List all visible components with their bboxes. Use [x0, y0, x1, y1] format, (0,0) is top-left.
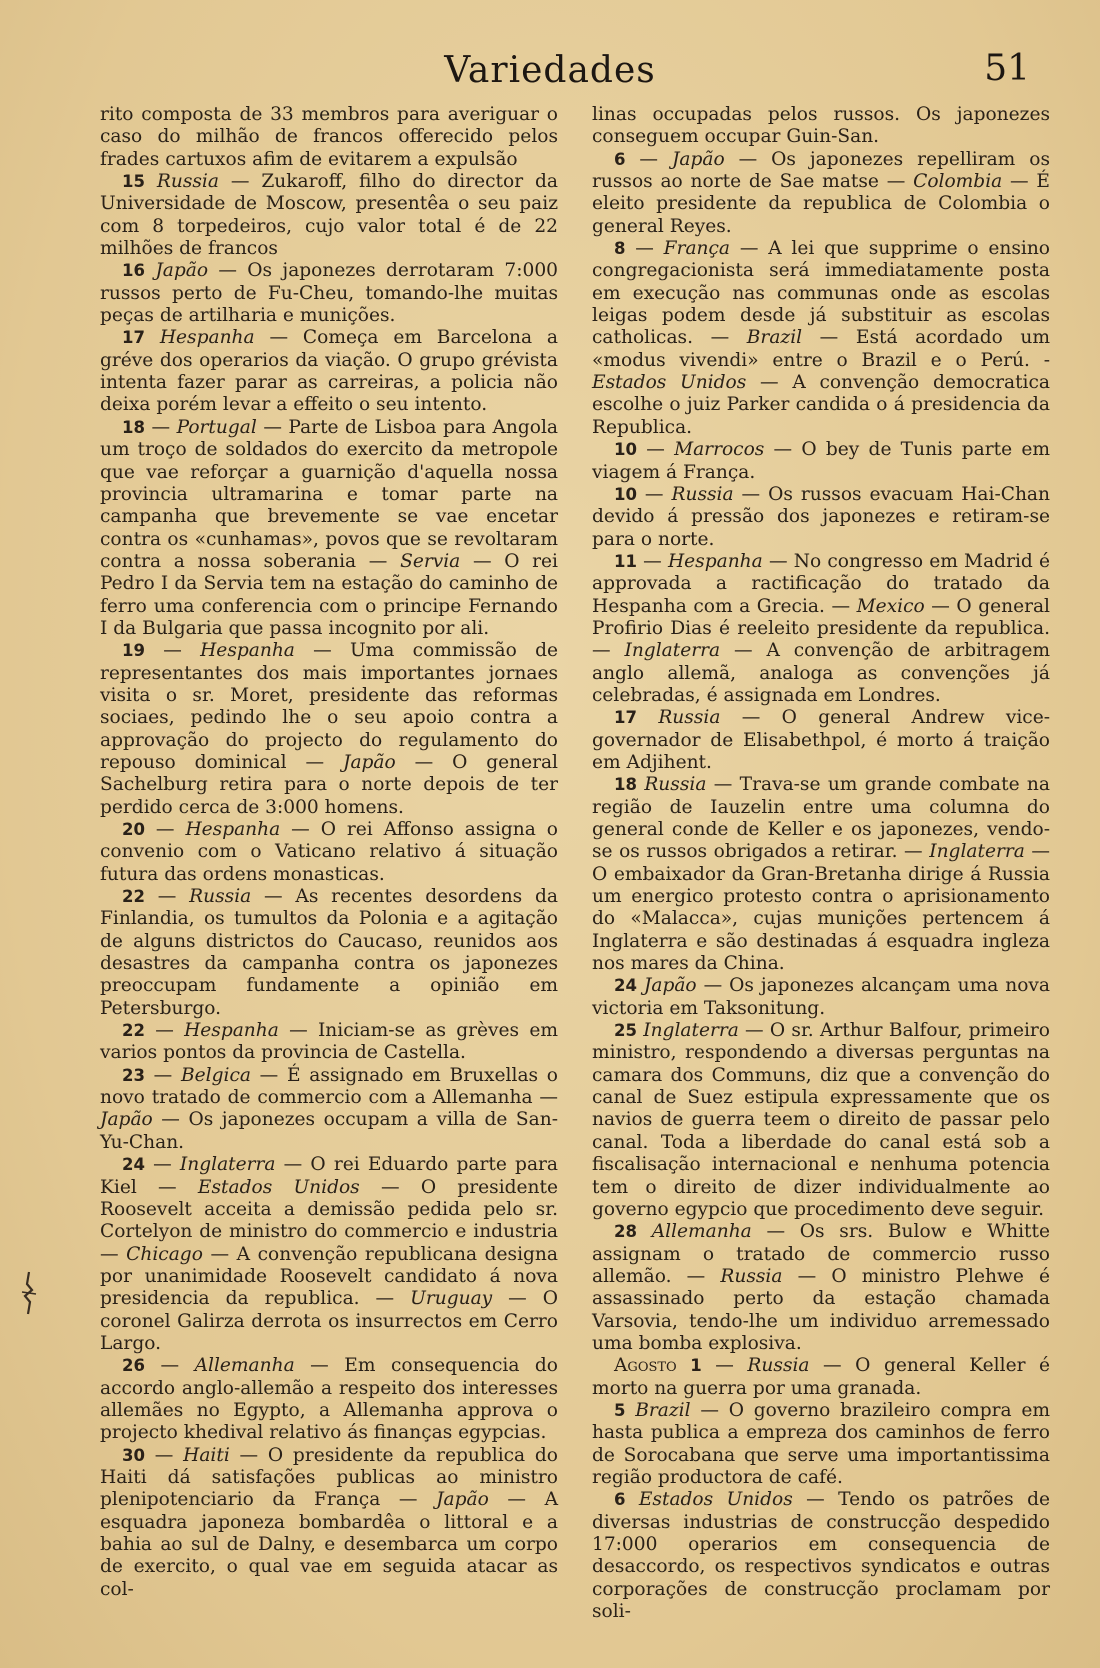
entry-date: 20 — [122, 820, 145, 839]
entry-date: 15 — [122, 172, 145, 192]
entry-text: — Os japonezes alcançam uma nova victoria em Taksonitung. — [592, 975, 1050, 1019]
entry-text — [145, 171, 157, 192]
entry-text: — É eleito presidente da republica de Colombia o general Reyes. — [592, 171, 1050, 237]
chronicle-entry — [100, 1020, 558, 1065]
entry-text: — O presidente Roosevelt acceita a demissão pedida pelo sr. Cortelyon de ministro do commercio e industria — — [100, 1176, 559, 1265]
entry-text: — O governo brazileiro compra em hasta publica a empreza dos caminhos de ferro de Sorocabana que serve uma importantissima região productora de café. — [592, 1399, 1050, 1488]
country-heading: Russia — [671, 483, 734, 505]
chronicle-entry — [100, 1065, 558, 1154]
entry-text — [637, 707, 658, 728]
chronicle-entry — [100, 260, 558, 327]
country-heading: Allemanha — [194, 1355, 295, 1377]
chronicle-entry — [592, 551, 1050, 707]
entry-text: — As recentes desordens da Finlandia, os tumultos da Polonia e a agitação de alguns districtos do Caucaso, reunidos aos desastres da campanha contra os japonezes preoccupam fundamente a opinião em Petersburgo. — [100, 886, 558, 1019]
entry-text: — — [144, 1020, 185, 1042]
entry-date: 6 — [614, 1490, 626, 1510]
entry-text: — Tendo os patrões de diversas industrias de construcção despedido 17:000 operarios em consequencia de desaccordo, os respectivos syndicatos e outras corporações de construcção proclamam por soli- — [592, 1489, 1050, 1623]
entry-text — [625, 1400, 635, 1421]
entry-text: — Iniciam-se as grèves em varios pontos da provincia de Castella. — [100, 1020, 558, 1064]
entry-text: — O rei Eduardo parte para Kiel — — [100, 1154, 558, 1198]
entry-date: 28 — [614, 1222, 637, 1242]
entry-text: — — [144, 886, 190, 908]
entry-text — [145, 260, 155, 281]
country-heading: Russia — [658, 707, 721, 729]
entry-date: 8 — [614, 239, 626, 259]
country-heading: Japão — [342, 751, 396, 773]
entry-text: — A convenção republicana designa por unanimidade Roosevelt candidato á nova presidencia da republica. — — [100, 1243, 558, 1310]
entry-date: 22 — [122, 1021, 145, 1041]
chronicle-entry — [592, 439, 1050, 484]
country-heading: Colombia — [913, 171, 1003, 193]
country-heading: Brazil — [746, 327, 803, 349]
country-heading: Estados Unidos — [592, 372, 747, 394]
country-heading: Estados Unidos — [197, 1176, 360, 1198]
entry-text: — É assignado em Bruxellas o novo tratado de commercio com a Allemanha — — [100, 1064, 558, 1109]
entry-date: 5 — [614, 1400, 626, 1420]
country-heading: Servia — [400, 550, 461, 572]
country-heading: Chicago — [126, 1243, 203, 1265]
country-heading: Russia — [189, 886, 252, 908]
country-heading: Brazil — [635, 1399, 691, 1421]
left-text-column — [100, 104, 558, 1601]
country-heading: Japão — [643, 975, 697, 997]
country-heading: Inglaterra — [929, 841, 1025, 863]
entry-text: — A convenção democratica escolhe o juiz Parker candida o á presidencia da Republica. — [592, 372, 1051, 438]
entry-date: 24 — [122, 1155, 145, 1175]
country-heading: Japão — [100, 1109, 153, 1131]
country-heading: Hespanha — [159, 327, 255, 349]
entry-text: — O bey de Tunis parte em viagem á França. — [592, 439, 1051, 483]
chronicle-entry — [100, 417, 558, 640]
country-heading: Japão — [436, 1489, 489, 1511]
entry-text: — O rei Pedro I da Servia tem na estação do caminho de ferro uma conferencia com o principe Fernando I da Bulgaria que passa incognito por ali. — [100, 550, 558, 639]
entry-text: — O embaixador da Gran-Bretanha dirige á Russia um energico protesto contra o aprisionamento do «Malacca», cujas munições pertencem á Inglaterra e são destinadas á esquadra ingleza nos mares da China. — [592, 841, 1050, 975]
chronicle-entry — [100, 819, 558, 886]
entry-text: — — [144, 1444, 184, 1466]
chronicle-entry — [592, 1489, 1050, 1623]
entry-text: — Começa em Barcelona a gréve dos operarios da viação. O grupo grévista intenta fazer parar as carreiras, a policia não deixa porém levar a effeito o seu intento. — [100, 327, 558, 416]
country-heading: Marrocos — [674, 439, 765, 461]
entry-text: — — [144, 416, 177, 438]
entry-text: — — [144, 640, 201, 662]
entry-text: — Em consequencia do accordo anglo-allemão a respeito dos interesses allemães no Egypto, a Allemanha approva o projecto khedival relativo ás finanças egypcias. — [100, 1355, 558, 1444]
entry-text: — — [144, 1154, 180, 1176]
entry-date: 23 — [122, 1065, 145, 1085]
country-heading: França — [663, 238, 731, 260]
country-heading: Inglaterra — [643, 1020, 739, 1042]
chronicle-entry — [592, 484, 1050, 551]
entry-text — [145, 327, 160, 348]
entry-date: 17 — [122, 328, 145, 348]
month-heading: Agosto — [614, 1355, 677, 1377]
entry-text — [637, 975, 644, 996]
entry-text: rito composta de 33 membros para averiguar o caso do milhão de francos offerecido pelos frades cartuxos afim de evitarem a expulsão — [100, 104, 558, 170]
entry-date: 6 — [614, 149, 626, 169]
entry-date: 10 — [614, 484, 637, 504]
entry-date: 16 — [122, 261, 145, 281]
country-heading: Russia — [747, 1355, 810, 1377]
chronicle-entry — [592, 149, 1050, 238]
country-heading: Japão — [155, 260, 209, 282]
entry-date: 18 — [122, 417, 145, 437]
entry-date: 30 — [122, 1445, 145, 1465]
entry-text: — — [636, 439, 675, 461]
entry-text — [625, 1489, 638, 1510]
country-heading: Japão — [671, 148, 725, 170]
entry-text: — — [636, 550, 668, 572]
country-heading: Inglaterra — [179, 1154, 276, 1176]
entry-date: 1 — [690, 1356, 702, 1376]
entry-text: — Zukaroff, filho do director da Universidade de Moscow, presentêa o seu paiz com 8 torpedeiros, cujo valor total é de 22 milhões de francos — [100, 171, 558, 260]
entry-text: — O general Sachelburg retira para o norte depois de ter perdido cerca de 3:000 homens. — [100, 751, 558, 818]
entry-text: — O rei Affonso assigna o convenio com o Vaticano relativo á situação futura das ordens monasticas. — [100, 819, 558, 885]
entry-text: — O coronel Galirza derrota os insurrectos em Cerro Largo. — [100, 1288, 558, 1354]
entry-text: — Os japonezes repelliram os russos ao norte de Sae matse — — [592, 148, 1050, 193]
entry-text: — — [625, 148, 672, 170]
entry-text: linas occupadas pelos russos. Os japonezes conseguem occupar Guin-San. — [592, 104, 1050, 148]
entry-text: — A lei que supprime o ensino congregacionista será immediatamente posta em execução nas communas onde as escolas leigas podem desde já substituir as escolas catholicas. — — [592, 238, 1050, 349]
entry-date: 10 — [614, 440, 637, 460]
entry-text: — — [144, 819, 186, 840]
entry-text: — — [636, 483, 672, 505]
chronicle-entry — [592, 1400, 1050, 1489]
entry-text: — O sr. Arthur Balfour, primeiro ministro, respondendo a diversas perguntas na camara dos Communs, diz que a convenção do canal de Suez estipula expressamente que os navios de guerra teem o direito de passar pelo canal. Toda a liberdade do canal está sob a fiscalisação internacional e nenhuma potencia tem o direito de dizer individualmente ao governo egypcio que procedimento deve seguir. — [592, 1020, 1050, 1220]
entry-date: 25 — [614, 1021, 637, 1041]
chronicle-entry — [592, 1020, 1050, 1221]
entry-text: — — [144, 1064, 181, 1086]
country-heading: Belgica — [181, 1064, 251, 1086]
entry-date: 11 — [614, 551, 637, 571]
country-heading: Portugal — [176, 416, 257, 438]
entry-text: — Os japonezes occupam a villa de San-Yu-Chan. — [100, 1109, 558, 1153]
country-heading: Hespanha — [667, 550, 763, 572]
entry-text: — O general Keller é morto na guerra por uma granada. — [592, 1355, 1051, 1399]
entry-text: — Os srs. Bulow e Whitte assignam o tratado de commercio russo allemão. — — [592, 1221, 1050, 1287]
entry-date: 26 — [122, 1356, 145, 1376]
country-heading: Hespanha — [200, 640, 295, 662]
country-heading: Hespanha — [185, 819, 281, 840]
chronicle-entry — [100, 1445, 558, 1601]
chronicle-entry — [592, 104, 1050, 149]
chronicle-entry — [100, 1355, 558, 1444]
country-heading: Allemanha — [651, 1221, 752, 1243]
country-heading: Russia — [644, 774, 707, 796]
country-heading: Estados Unidos — [638, 1489, 793, 1511]
entry-text: — Os russos evacuam Hai-Chan devido á pressão dos japonezes e retiram-se para o norte. — [592, 483, 1050, 550]
chronicle-entry — [592, 707, 1050, 774]
entry-date: 19 — [122, 641, 145, 661]
entry-text: — A convenção de arbitragem anglo allemã, analoga as convenções já celebradas, é assignada em Londres. — [592, 640, 1050, 706]
chronicle-entry — [100, 1154, 558, 1355]
chronicle-entry — [100, 886, 558, 1020]
chronicle-entry — [592, 1221, 1050, 1355]
chronicle-entry — [100, 171, 558, 260]
chronicle-entry — [100, 327, 558, 416]
entry-text — [677, 1355, 691, 1376]
entry-text: — No congresso em Madrid é approvada a ractificação do tratado da Hespanha com a Grecia. — — [592, 550, 1050, 617]
chronicle-entry — [100, 104, 558, 171]
page-number: 51 — [984, 48, 1030, 89]
entry-date: 22 — [122, 887, 145, 907]
entry-text: — — [144, 1355, 195, 1377]
entry-text: — — [701, 1355, 748, 1377]
chronicle-entry — [592, 1355, 1050, 1400]
margin-ink-mark — [18, 1270, 40, 1316]
right-text-column — [592, 104, 1050, 1623]
country-heading: Inglaterra — [624, 640, 721, 662]
country-heading: Uruguay — [410, 1288, 493, 1310]
entry-text: — Está acordado um «modus vivendi» entre o Brazil e o Perú. - — [592, 327, 1050, 371]
country-heading: Russia — [156, 171, 219, 193]
entry-text: — Trava-se um grande combate na região de Iauzelin entre uma columna do general conde de Keller e os japonezes, vendo-se os russos obrigados a retirar. — — [592, 774, 1050, 863]
country-heading: Mexico — [856, 595, 925, 617]
entry-text: — O general Profirio Dias é reeleito presidente da republica. — — [592, 595, 1051, 662]
chronicle-entry — [592, 238, 1050, 439]
entry-text: — Parte de Lisboa para Angola um troço de soldados do exercito da metropole que vae reforçar a guarnição d'aquella nossa provincia ultramarina e tomar parte na campanha que brevemente se vae encetar contra os «cunhamas», povos que se revoltaram contra a nossa soberania — — [100, 416, 558, 572]
entry-text: — — [625, 238, 664, 260]
entry-text: — O general Andrew vice-governador de Elisabethpol, é morto á traição em Adjihent. — [592, 707, 1050, 773]
entry-date: 18 — [614, 775, 637, 795]
entry-text: — O ministro Plehwe é assassinado perto da estação chamada Varsovia, tendo-lhe um individuo arremessado uma bomba explosiva. — [592, 1265, 1050, 1354]
chronicle-entry — [100, 640, 558, 819]
running-header-title: Variedades — [444, 50, 656, 91]
chronicle-entry — [592, 774, 1050, 975]
entry-date: 17 — [614, 708, 637, 728]
entry-text: — O presidente da republica do Haiti dá satisfações publicas ao ministro plenipotenciario da França — — [100, 1444, 559, 1511]
country-heading: Russia — [720, 1265, 783, 1287]
entry-text — [637, 1221, 652, 1242]
entry-text: — Os japonezes derrotaram 7:000 russos perto de Fu-Cheu, tomando-lhe muitas peças de artilharia e munições. — [100, 260, 558, 327]
entry-text: — A esquadra japoneza bombardêa o littoral e a bahia ao sul de Dalny, e desembarca um corpo de exercito, o qual vae em seguida atacar as col- — [100, 1489, 559, 1600]
entry-text: — Uma commissão de representantes dos mais importantes jornaes visita o sr. Moret, presidente das reformas sociaes, pedindo lhe o seu apoio contra a approvação do projecto do regulamento do repouso dominical — — [100, 640, 558, 773]
country-heading: Haiti — [183, 1444, 230, 1466]
entry-date: 24 — [614, 976, 637, 996]
country-heading: Hespanha — [184, 1020, 279, 1042]
chronicle-entry — [592, 975, 1050, 1020]
